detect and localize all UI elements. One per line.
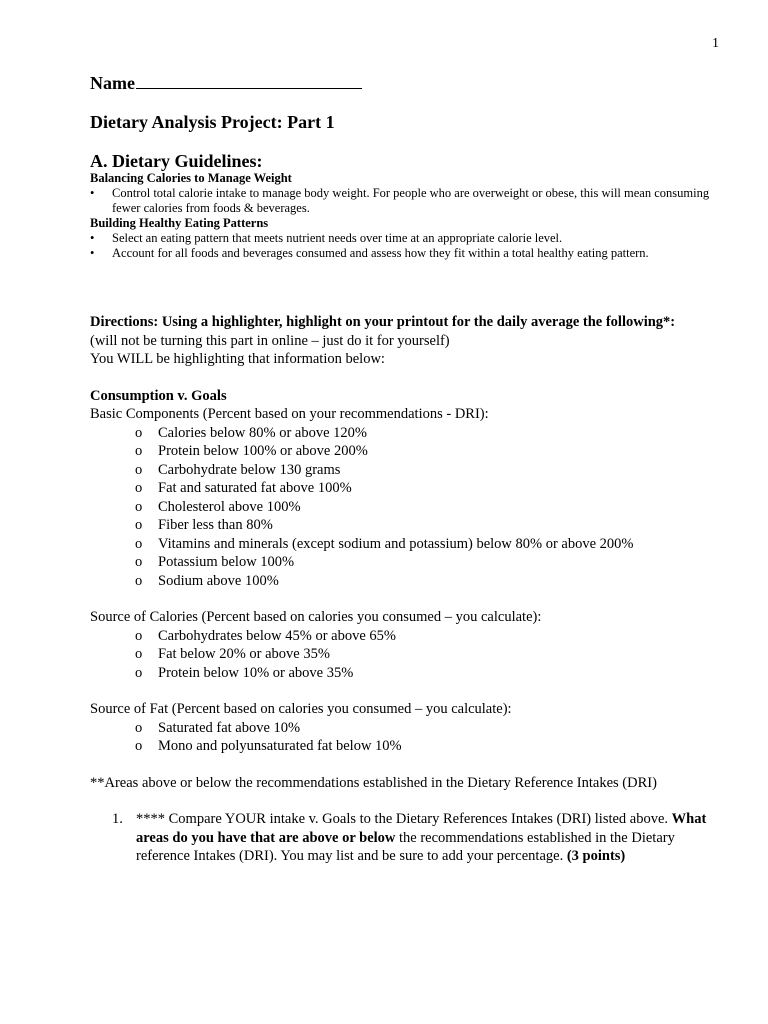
list-item: o Calories below 80% or above 120% xyxy=(158,424,730,443)
guidelines-block xyxy=(90,171,730,261)
directions-instruction: You WILL be highlighting that information below: xyxy=(90,351,385,367)
source-of-calories-intro: Source of Calories (Percent based on calories you consumed – you calculate): xyxy=(90,609,542,625)
source-of-fat-list xyxy=(90,719,730,756)
question-points: (3 points) xyxy=(566,848,626,864)
directions-block xyxy=(90,313,730,866)
page-number: 1 xyxy=(712,36,719,51)
list-item: o Vitamins and minerals (except sodium and potassium) below 80% or above 200% xyxy=(158,535,730,554)
list-item: o Protein below 100% or above 200% xyxy=(158,442,730,461)
question-list xyxy=(90,810,730,866)
guideline-bullet: • Account for all foods and beverages consumed and assess how they fit within a total healthy eating pattern. xyxy=(112,246,730,261)
list-item: o Carbohydrates below 45% or above 65% xyxy=(158,627,730,646)
guideline-bullet: • Select an eating pattern that meets nutrient needs over time at an appropriate calorie level. xyxy=(112,231,730,246)
list-item: o Sodium above 100% xyxy=(158,572,730,591)
question-text-continued: the recommendations established in the Dietary reference Intakes (DRI). You may list and be sure to add your percentage. xyxy=(136,829,675,864)
list-item: o Fiber less than 80% xyxy=(158,516,730,535)
guideline-bullet-list xyxy=(90,186,730,216)
question-item xyxy=(112,810,730,866)
name-label: Name xyxy=(90,73,135,93)
list-item: o Fat and saturated fat above 100% xyxy=(158,479,730,498)
name-blank-line xyxy=(136,72,362,89)
list-item: o Cholesterol above 100% xyxy=(158,498,730,517)
source-of-fat-intro: Source of Fat (Percent based on calories you consumed – you calculate): xyxy=(90,701,512,717)
list-item: o Mono and polyunsaturated fat below 10% xyxy=(158,737,730,756)
list-item: o Protein below 10% or above 35% xyxy=(158,664,730,683)
question-number: 1. xyxy=(112,811,123,827)
question-emphasis: What areas do you have that are above or below xyxy=(136,811,707,846)
list-item: o Fat below 20% or above 35% xyxy=(158,645,730,664)
basic-components-intro: Basic Components (Percent based on your recommendations - DRI): xyxy=(90,406,489,422)
guideline-bullet: • Control total calorie intake to manage body weight. For people who are overweight or obese, this will mean consuming fewer calories from foods & beverages. xyxy=(112,186,730,216)
page-title: Dietary Analysis Project: Part 1 xyxy=(90,112,335,132)
list-item: o Potassium below 100% xyxy=(158,553,730,572)
list-item: o Carbohydrate below 130 grams xyxy=(158,461,730,480)
directions-heading: Directions: Using a highlighter, highlight on your printout for the daily average the following*: xyxy=(90,314,676,330)
question-text: **** Compare YOUR intake v. Goals to the Dietary References Intakes (DRI) listed above. xyxy=(136,811,669,827)
consumption-heading: Consumption v. Goals xyxy=(90,387,227,404)
section-a-heading: A. Dietary Guidelines: xyxy=(90,151,263,171)
name-field xyxy=(90,72,730,94)
guideline-subheading: Building Healthy Eating Patterns xyxy=(90,216,269,230)
basic-components-list xyxy=(90,424,730,591)
guideline-subheading: Balancing Calories to Manage Weight xyxy=(90,171,292,185)
list-item: o Saturated fat above 10% xyxy=(158,719,730,738)
directions-note: (will not be turning this part in online – just do it for yourself) xyxy=(90,332,450,349)
guideline-bullet-list xyxy=(90,231,730,261)
document-body xyxy=(90,72,730,866)
source-of-calories-list xyxy=(90,627,730,683)
areas-note: **Areas above or below the recommendations established in the Dietary Reference Intakes (DRI) xyxy=(90,774,657,791)
